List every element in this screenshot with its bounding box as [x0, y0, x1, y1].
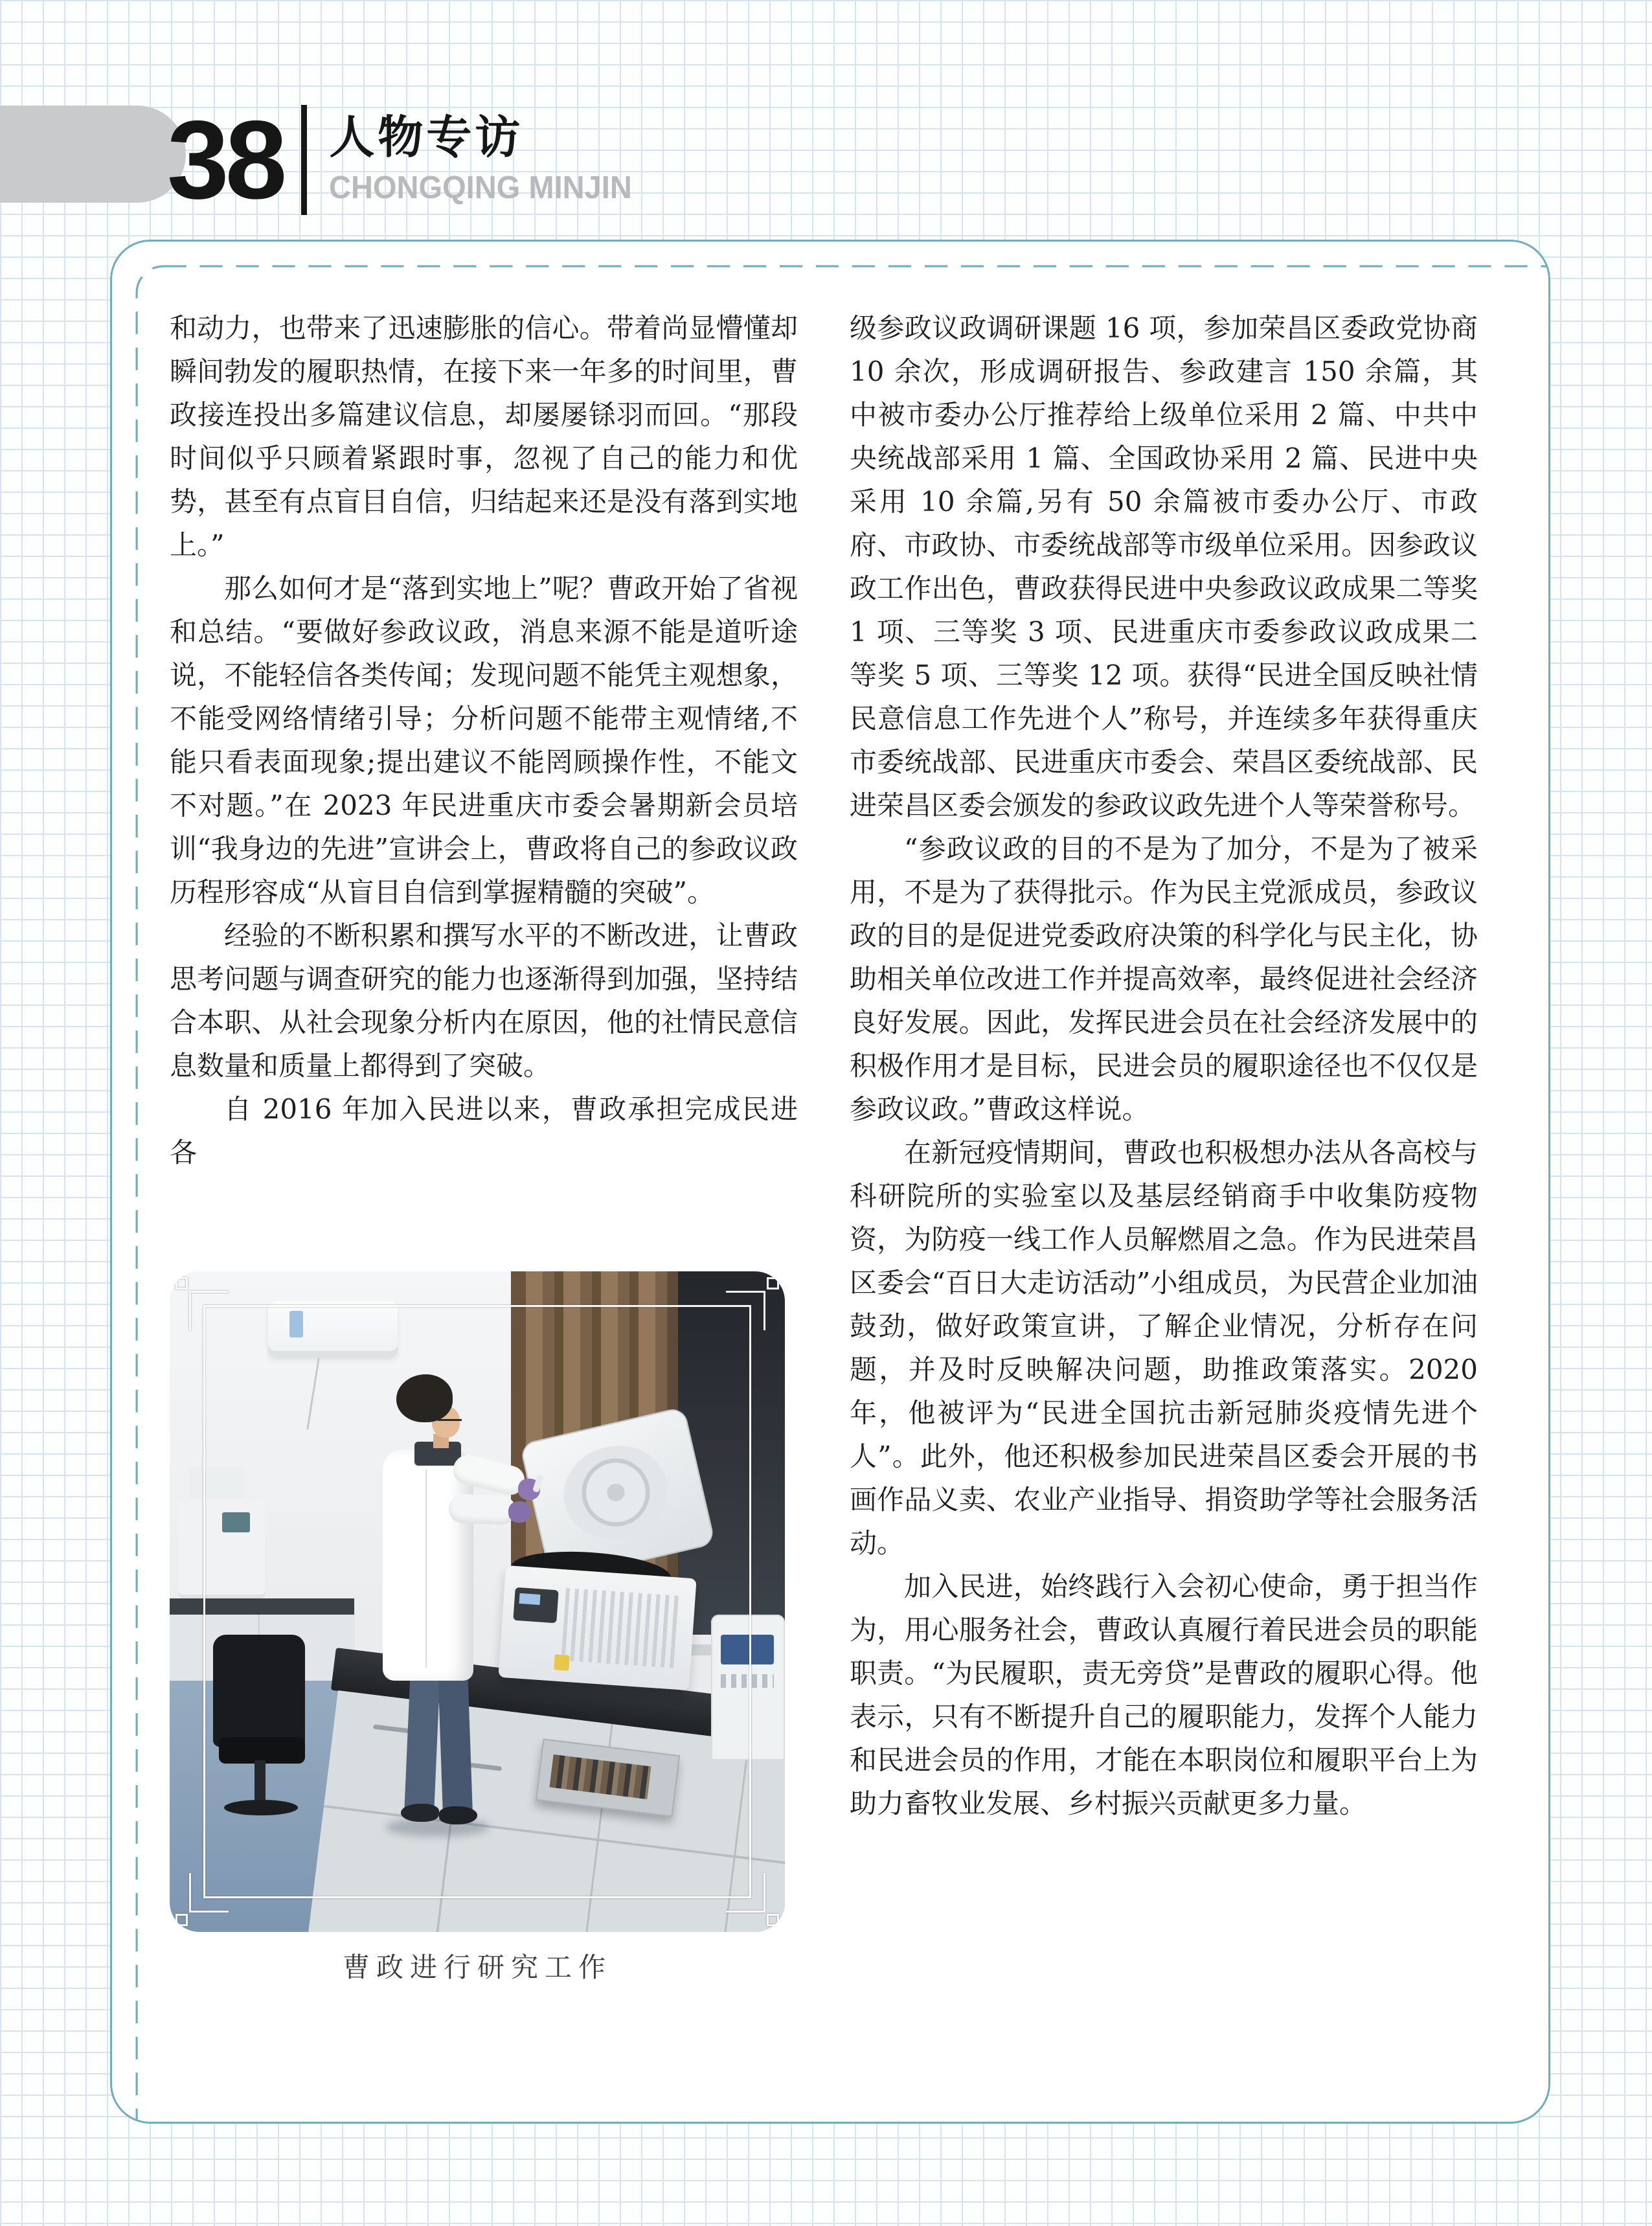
- frame-corner-ornament: [726, 1873, 765, 1913]
- page-header: [167, 98, 645, 221]
- frame-corner-ornament: [189, 1291, 229, 1330]
- section-subtitle: CHONGQING MINJIN: [329, 170, 633, 205]
- frame-corner-ornament: [726, 1291, 765, 1330]
- section-title: 人物专访: [329, 112, 524, 163]
- paragraph: 加入民进，始终践行入会初心使命，勇于担当作为，用心服务社会，曹政认真履行着民进会员的职能职责。“为民履职，责无旁贷”是曹政的履职心得。他表示，只有不断提升自己的履职能力，发挥个人能力和民进会员的作用，才能在本职岗位和履职平台上为助力畜牧业发展、乡村振兴贡献更多力量。: [850, 1571, 1478, 1819]
- header-titles: [329, 114, 644, 206]
- paragraph: 和动力，也带来了迅速膨胀的信心。带着尚显懵懂却瞬间勃发的履职热情，在接下来一年多的时间里，曹政接连投出多篇建议信息，却屡屡铩羽而回。“那段时间似乎只顾着紧跟时事，忽视了自己的能力和优势，甚至有点盲目自信，归结起来还是没有落到实地上。”: [170, 312, 798, 561]
- photo-figure: [170, 1271, 785, 1984]
- left-column: [170, 306, 798, 1984]
- header-divider: [301, 105, 307, 215]
- lab-photo: [170, 1271, 785, 1932]
- photo-caption: 曹政进行研究工作: [342, 1951, 612, 1983]
- article-card: [110, 240, 1550, 2124]
- paragraph: 级参政议政调研课题 16 项，参加荣昌区委政党协商 10 余次，形成调研报告、参政建言 150 余篇，其中被市委办公厅推荐给上级单位采用 2 篇、中共中央统战部采用 1 篇、全国政协采用 2 篇、民进中央采用 10 余篇,另有 50 余篇被市委办公厅、市政府、市政协、市委统战部等市级单位采用。因参政议政工作出色，曹政获得民进中央参政议政成果二等奖 1 项、三等奖 3 项、民进重庆市委参政议政成果二等奖 5 项、三等奖 12 项。获得“民进全国反映社情民意信息工作先进个人”称号，并连续多年获得重庆市委统战部、民进重庆市委会、荣昌区委统战部、民进荣昌区委会颁发的参政议政先进个人等荣誉称号。: [850, 312, 1478, 821]
- right-column: [850, 306, 1478, 1984]
- paragraph: 在新冠疫情期间，曹政也积极想办法从各高校与科研院所的实验室以及基层经销商手中收集防疫物资，为防疫一线工作人员解燃眉之急。作为民进荣昌区委会“百日大走访活动”小组成员，为民营企业加油鼓劲，做好政策宣讲，了解企业情况，分析存在问题，并及时反映解决问题，助推政策落实。2020 年，他被评为“民进全国抗击新冠肺炎疫情先进个人”。此外，他还积极参加民进荣昌区委会开展的书画作品义卖、农业产业指导、捐资助学等社会服务活动。: [850, 1137, 1478, 1559]
- article-columns: [170, 306, 1478, 1984]
- frame-corner-ornament: [189, 1873, 229, 1913]
- photo-frame-ornament: [203, 1305, 751, 1898]
- paragraph: 经验的不断积累和撰写水平的不断改进，让曹政思考问题与调查研究的能力也逐渐得到加强，坚持结合本职、从社会现象分析内在原因，他的社情民意信息数量和质量上都得到了突破。: [170, 920, 798, 1082]
- page-number: 38: [167, 98, 284, 222]
- paragraph: “参政议政的目的不是为了加分，不是为了被采用，不是为了获得批示。作为民主党派成员，参政议政的目的是促进党委政府决策的科学化与民主化，协助相关单位改进工作并提高效率，最终促进社会经济良好发展。因此，发挥民进会员在社会经济发展中的积极作用才是目标，民进会员的履职途径也不仅仅是参政议政。”曹政这样说。: [850, 833, 1478, 1125]
- paragraph: 那么如何才是“落到实地上”呢？曹政开始了省视和总结。“要做好参政议政，消息来源不能是道听途说，不能轻信各类传闻；发现问题不能凭主观想象，不能受网络情绪引导；分析问题不能带主观情绪,不能只看表面现象;提出建议不能罔顾操作性，不能文不对题。”在 2023 年民进重庆市委会暑期新会员培训“我身边的先进”宣讲会上，曹政将自己的参政议政历程形容成“从盲目自信到掌握精髓的突破”。: [170, 573, 798, 908]
- paragraph: 自 2016 年加入民进以来，曹政承担完成民进各: [170, 1093, 798, 1168]
- page-corner-tab: [0, 106, 186, 203]
